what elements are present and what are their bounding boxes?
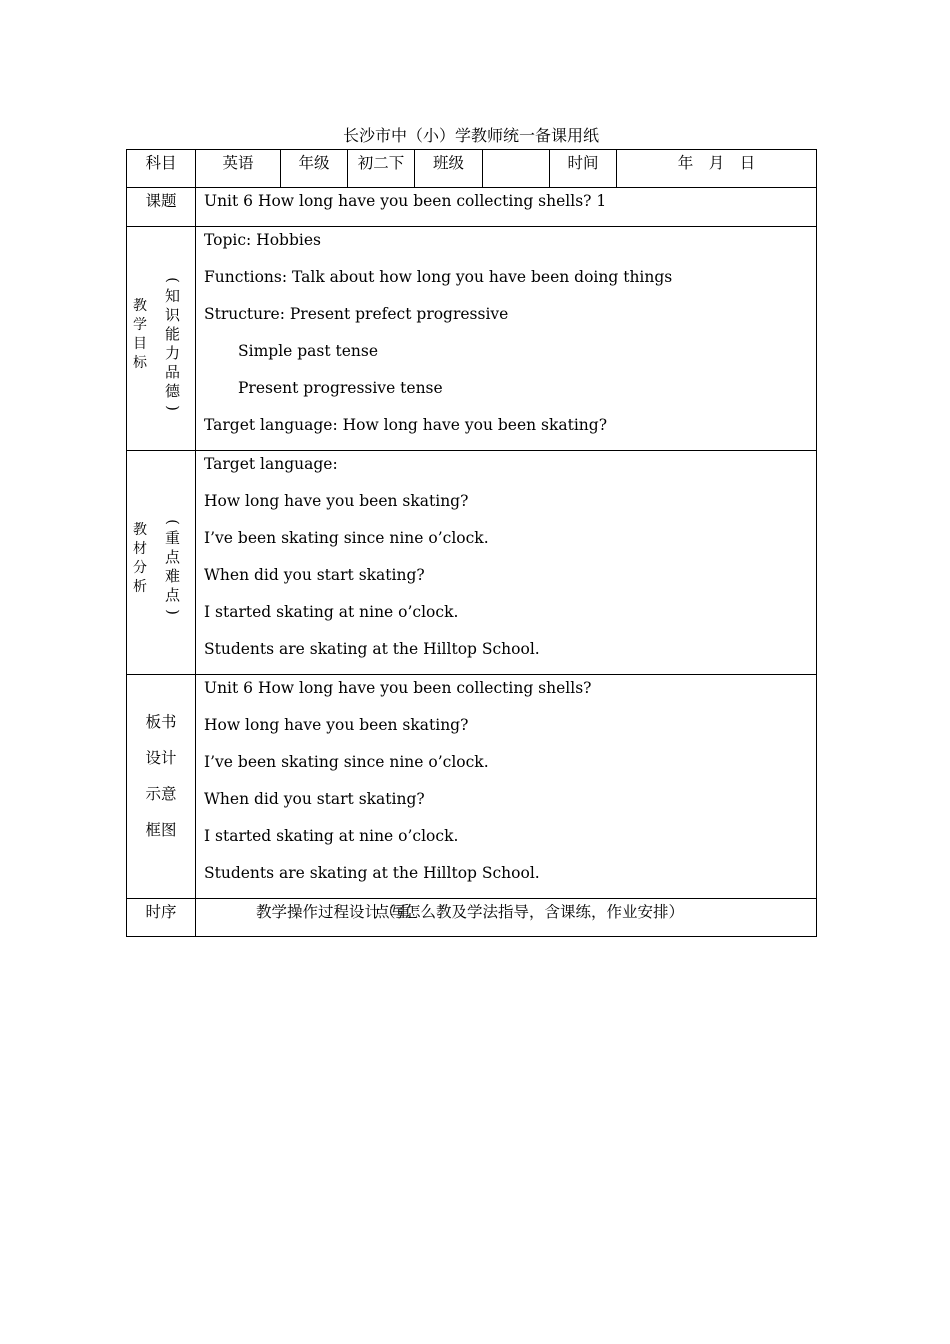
analysis-line: Students are skating at the Hilltop School. [204,640,540,658]
board-label-line: 设计 [145,749,177,767]
analysis-sub-char: 难 [165,567,181,585]
subject-label: 科目 [127,150,196,188]
analysis-line: I’ve been skating since nine o’clock. [204,529,489,547]
analysis-label: 教 材 分 析 ( 重 点 难 点 ) [127,451,196,675]
objectives-content [196,227,817,451]
objective-line: Simple past tense [238,342,379,360]
board-line: When did you start skating? [204,790,425,808]
grade-value: 初二下 [348,150,415,188]
objectives-label-char: 教 [133,298,147,314]
objectives-label-char: 目 [133,336,147,352]
page-title: 长沙市中（小）学教师统一备课用纸 [342,126,599,145]
grade-label: 年级 [281,150,348,188]
board-line: How long have you been skating? [204,716,469,734]
board-line: I started skating at nine o’clock. [204,827,459,845]
analysis-label-char: 材 [133,541,147,557]
sequence-text-a: 教学操作过程设计（重 [256,903,412,921]
class-label: 班级 [415,150,483,188]
objectives-label-char: 标 [133,355,147,371]
analysis-label-char: 析 [133,579,147,595]
time-label: 时间 [550,150,617,188]
lesson-plan-table [126,149,817,937]
analysis-sub-char: 点 [165,548,181,566]
objective-line: Topic: Hobbies [204,231,321,249]
analysis-line: How long have you been skating? [204,492,469,510]
analysis-sub-char: 点 [165,586,181,604]
objectives-sub-char: 德 [165,382,181,400]
analysis-line: When did you start skating? [204,566,425,584]
board-line: Unit 6 How long have you been collecting shells? [204,679,592,697]
objective-line: Structure: Present prefect progressive [204,305,509,323]
board-label-line: 示意 [145,785,177,803]
objectives-row [127,227,817,451]
analysis-label-char: 教 [133,522,147,538]
board-line: I’ve been skating since nine o’clock. [204,753,489,771]
objectives-sub-char: 力 [165,344,181,362]
objectives-sub-char: 品 [165,363,181,381]
board-label-line: 框图 [145,821,177,839]
analysis-content [196,451,817,675]
analysis-sub-char: 重 [165,529,181,547]
objectives-sub-char: 识 [165,306,181,324]
subject-value: 英语 [196,150,281,188]
board-label [127,675,196,899]
objective-line: Target language: How long have you been skating? [204,416,608,434]
board-label-line: 板书 [145,713,177,731]
objective-line: Functions: Talk about how long you have been doing things [204,268,673,286]
topic-row [127,188,817,227]
objectives-sub-char: 知 [165,287,181,305]
sequence-text-b: 点写怎么教及学法指导，含课练，作业安排） [374,903,685,921]
board-line: Students are skating at the Hilltop School. [204,864,540,882]
analysis-label-char: 分 [133,560,147,576]
board-content [196,675,817,899]
objectives-label: 教 学 目 标 ( 知 识 能 力 品 德 ) [127,227,196,451]
analysis-line: I started skating at nine o’clock. [204,603,459,621]
analysis-line: Target language: [204,455,338,473]
header-row [127,150,817,188]
sequence-row [127,899,817,937]
sequence-label: 时序 [127,899,196,937]
date-value: 年 月 日 [617,150,817,188]
board-row [127,675,817,899]
topic-value: Unit 6 How long have you been collecting shells? 1 [196,188,817,227]
topic-label: 课题 [127,188,196,227]
objectives-sub-char: 能 [165,325,181,343]
analysis-row [127,451,817,675]
objective-line: Present progressive tense [238,379,443,397]
class-value [483,150,550,188]
sequence-content [196,899,817,937]
objectives-label-char: 学 [133,317,147,333]
